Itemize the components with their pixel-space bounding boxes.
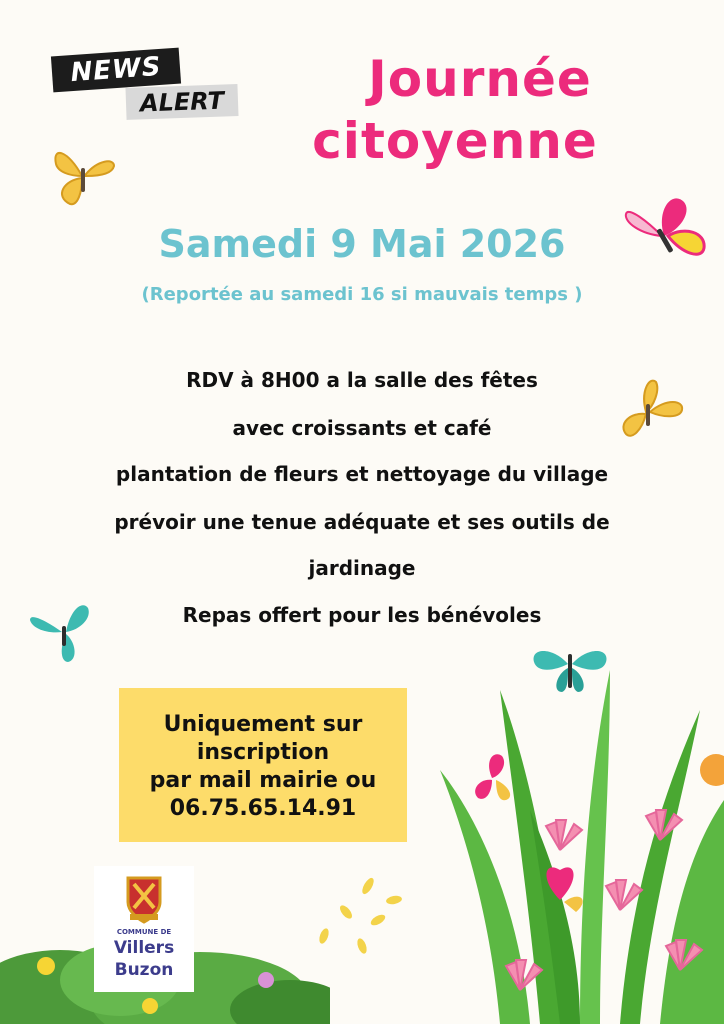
logo-name-2: Buzon (114, 960, 174, 980)
butterfly-yellow-icon (48, 140, 122, 214)
news-badge: NEWS (51, 48, 181, 93)
info-line-rdv: RDV à 8H00 a la salle des fêtes (186, 368, 538, 392)
butterfly-pink-yellow-icon (622, 192, 710, 276)
info-line-breakfast: avec croissants et café (232, 416, 492, 440)
registration-phone: 06.75.65.14.91 (169, 796, 357, 821)
info-line-outfit: prévoir une tenue adéquate et ses outils de (114, 510, 610, 534)
butterfly-teal-left-icon (26, 598, 98, 668)
registration-line-2: inscription (196, 740, 330, 765)
coat-of-arms-icon (120, 874, 168, 926)
falling-petals-icon (296, 876, 406, 956)
butterfly-yellow-right-icon (616, 376, 688, 446)
info-line-gardening: jardinage (308, 556, 416, 580)
alert-badge: ALERT (125, 84, 238, 120)
event-date: Samedi 9 Mai 2026 (158, 222, 566, 266)
logo-name-1: Villers (113, 938, 175, 958)
info-line-meal: Repas offert pour les bénévoles (182, 603, 542, 627)
commune-logo (94, 866, 194, 992)
registration-line-3: par mail mairie ou (149, 768, 377, 793)
registration-box (119, 688, 407, 842)
registration-line-1: Uniquement sur (163, 712, 363, 737)
title-line-1: Journée (368, 50, 592, 108)
postponed-note: (Reportée au samedi 16 si mauvais temps ) (141, 284, 583, 305)
grass-flowers-right-icon (440, 650, 724, 1024)
title-line-2: citoyenne (312, 112, 598, 170)
info-line-planting: plantation de fleurs et nettoyage du village (115, 462, 609, 486)
logo-commune-label: COMMUNE DE (116, 928, 172, 936)
